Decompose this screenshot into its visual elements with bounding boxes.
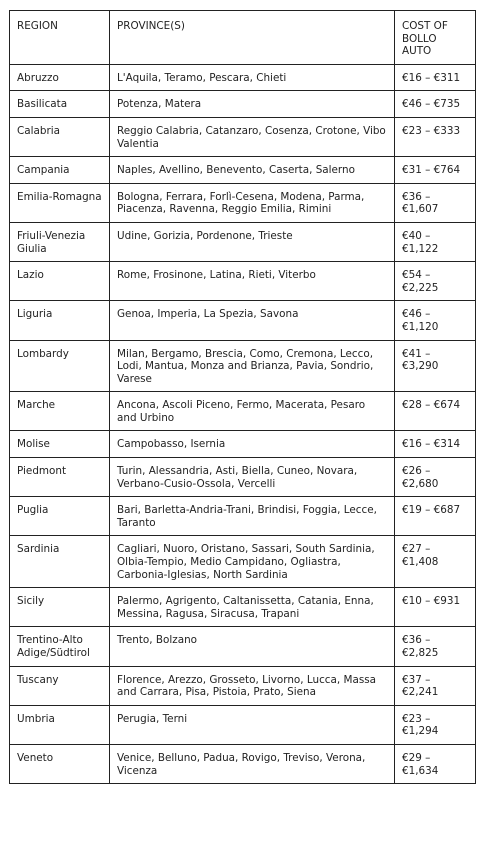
table-row <box>10 497 476 536</box>
cost-cell: €28 – €674 <box>395 392 476 431</box>
table-body <box>10 64 476 783</box>
region-cell: Liguria <box>10 301 110 340</box>
provinces-cell: Venice, Belluno, Padua, Rovigo, Treviso, Verona, Vicenza <box>110 744 395 783</box>
cost-cell: €16 – €314 <box>395 431 476 458</box>
table-row <box>10 627 476 666</box>
table-row <box>10 744 476 783</box>
region-cell: Emilia-Romagna <box>10 183 110 222</box>
provinces-cell: Rome, Frosinone, Latina, Rieti, Viterbo <box>110 262 395 301</box>
cost-cell: €54 – €2,225 <box>395 262 476 301</box>
table-header <box>10 11 476 65</box>
region-cell: Tuscany <box>10 666 110 705</box>
cost-cell: €19 – €687 <box>395 497 476 536</box>
provinces-cell: Milan, Bergamo, Brescia, Como, Cremona, Lecco, Lodi, Mantua, Monza and Brianza, Pavia, Sondrio, Varese <box>110 340 395 392</box>
cost-cell: €31 – €764 <box>395 157 476 184</box>
table-row <box>10 536 476 588</box>
cost-cell: €23 – €333 <box>395 117 476 156</box>
region-cell: Puglia <box>10 497 110 536</box>
cost-cell: €46 – €735 <box>395 91 476 118</box>
region-cell: Abruzzo <box>10 64 110 91</box>
cost-cell: €10 – €931 <box>395 588 476 627</box>
table-row <box>10 588 476 627</box>
table-row <box>10 64 476 91</box>
region-cell: Umbria <box>10 705 110 744</box>
table-row <box>10 91 476 118</box>
provinces-cell: Bari, Barletta-Andria-Trani, Brindisi, Foggia, Lecce, Taranto <box>110 497 395 536</box>
cost-cell: €29 – €1,634 <box>395 744 476 783</box>
cost-cell: €36 – €1,607 <box>395 183 476 222</box>
table-row <box>10 222 476 261</box>
cost-cell: €23 – €1,294 <box>395 705 476 744</box>
table-row <box>10 705 476 744</box>
region-cell: Campania <box>10 157 110 184</box>
provinces-cell: Udine, Gorizia, Pordenone, Trieste <box>110 222 395 261</box>
region-cell: Veneto <box>10 744 110 783</box>
table-row <box>10 431 476 458</box>
region-cell: Friuli-Venezia Giulia <box>10 222 110 261</box>
provinces-cell: Reggio Calabria, Catanzaro, Cosenza, Crotone, Vibo Valentia <box>110 117 395 156</box>
provinces-cell: L'Aquila, Teramo, Pescara, Chieti <box>110 64 395 91</box>
table-row <box>10 301 476 340</box>
table-row <box>10 117 476 156</box>
cost-cell: €27 – €1,408 <box>395 536 476 588</box>
region-cell: Sardinia <box>10 536 110 588</box>
region-cell: Trentino-Alto Adige/Südtirol <box>10 627 110 666</box>
provinces-cell: Cagliari, Nuoro, Oristano, Sassari, South Sardinia, Olbia-Tempio, Medio Campidano, Ogliastra, Carbonia-Iglesias, North Sardinia <box>110 536 395 588</box>
region-cell: Calabria <box>10 117 110 156</box>
cost-cell: €26 – €2,680 <box>395 458 476 497</box>
region-cell: Molise <box>10 431 110 458</box>
table-row <box>10 157 476 184</box>
cost-cell: €37 – €2,241 <box>395 666 476 705</box>
region-cell: Lazio <box>10 262 110 301</box>
cost-cell: €16 – €311 <box>395 64 476 91</box>
provinces-cell: Turin, Alessandria, Asti, Biella, Cuneo, Novara, Verbano-Cusio-Ossola, Vercelli <box>110 458 395 497</box>
table-row <box>10 392 476 431</box>
cost-cell: €36 – €2,825 <box>395 627 476 666</box>
region-cell: Sicily <box>10 588 110 627</box>
provinces-cell: Bologna, Ferrara, Forlì-Cesena, Modena, Parma, Piacenza, Ravenna, Reggio Emilia, Rimini <box>110 183 395 222</box>
provinces-cell: Palermo, Agrigento, Caltanissetta, Catania, Enna, Messina, Ragusa, Siracusa, Trapani <box>110 588 395 627</box>
header-region: REGION <box>10 11 110 65</box>
provinces-cell: Campobasso, Isernia <box>110 431 395 458</box>
region-cell: Piedmont <box>10 458 110 497</box>
bollo-auto-table <box>9 10 476 784</box>
cost-cell: €46 – €1,120 <box>395 301 476 340</box>
table-row <box>10 183 476 222</box>
provinces-cell: Florence, Arezzo, Grosseto, Livorno, Lucca, Massa and Carrara, Pisa, Pistoia, Prato, Siena <box>110 666 395 705</box>
cost-cell: €41 – €3,290 <box>395 340 476 392</box>
cost-cell: €40 – €1,122 <box>395 222 476 261</box>
provinces-cell: Naples, Avellino, Benevento, Caserta, Salerno <box>110 157 395 184</box>
region-cell: Lombardy <box>10 340 110 392</box>
provinces-cell: Trento, Bolzano <box>110 627 395 666</box>
region-cell: Basilicata <box>10 91 110 118</box>
provinces-cell: Perugia, Terni <box>110 705 395 744</box>
header-cost: COST OF BOLLO AUTO <box>395 11 476 65</box>
provinces-cell: Genoa, Imperia, La Spezia, Savona <box>110 301 395 340</box>
table-row <box>10 340 476 392</box>
provinces-cell: Ancona, Ascoli Piceno, Fermo, Macerata, Pesaro and Urbino <box>110 392 395 431</box>
table-row <box>10 666 476 705</box>
table-row <box>10 262 476 301</box>
region-cell: Marche <box>10 392 110 431</box>
header-provinces: PROVINCE(S) <box>110 11 395 65</box>
table-row <box>10 458 476 497</box>
provinces-cell: Potenza, Matera <box>110 91 395 118</box>
header-row <box>10 11 476 65</box>
